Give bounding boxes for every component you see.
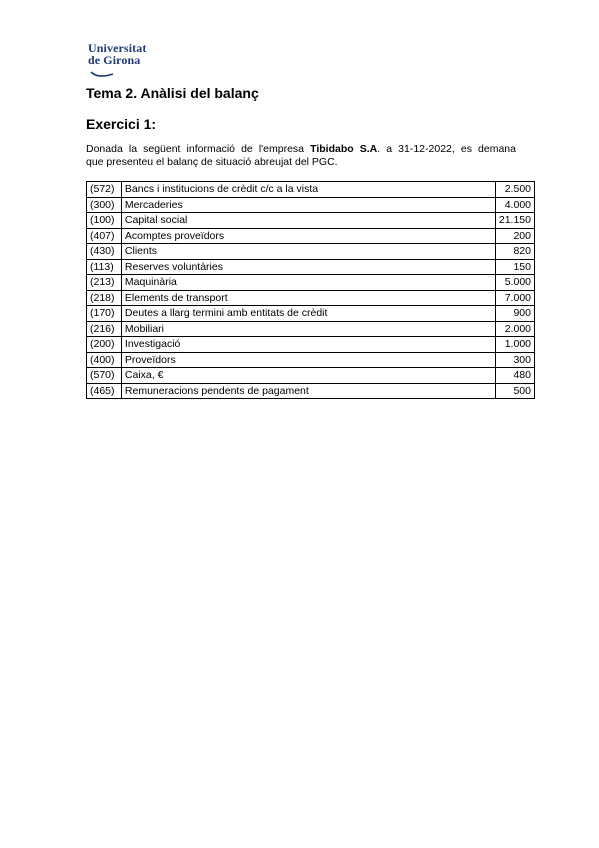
account-amount-cell: 1.000 <box>495 337 534 353</box>
account-code-cell: (400) <box>87 352 122 368</box>
account-code-cell: (216) <box>87 321 122 337</box>
logo-text-line1: Universitat <box>88 41 147 55</box>
account-amount-cell: 300 <box>495 352 534 368</box>
table-row <box>87 306 535 322</box>
account-amount-cell: 900 <box>495 306 534 322</box>
account-amount-cell: 21.150 <box>495 213 534 229</box>
account-amount-cell: 2.000 <box>495 321 534 337</box>
account-amount-cell: 4.000 <box>495 197 534 213</box>
logo-swoosh-icon <box>90 70 114 78</box>
account-code-cell: (213) <box>87 275 122 291</box>
account-amount-cell: 480 <box>495 368 534 384</box>
table-row <box>87 290 535 306</box>
account-amount-cell: 150 <box>495 259 534 275</box>
account-code-cell: (572) <box>87 182 122 198</box>
account-amount-cell: 820 <box>495 244 534 260</box>
account-code-cell: (200) <box>87 337 122 353</box>
account-code-cell: (113) <box>87 259 122 275</box>
table-row <box>87 368 535 384</box>
account-amount-cell: 200 <box>495 228 534 244</box>
account-name-cell: Reserves voluntàries <box>121 259 495 275</box>
account-code-cell: (465) <box>87 383 122 399</box>
account-amount-cell: 2.500 <box>495 182 534 198</box>
table-row <box>87 275 535 291</box>
table-row <box>87 259 535 275</box>
statement-line-2: que presenteu el balanç de situació abreujat del PGC. <box>86 155 338 168</box>
account-code-cell: (430) <box>87 244 122 260</box>
exercise-title: Exercici 1: <box>86 116 157 132</box>
account-code-cell: (218) <box>87 290 122 306</box>
table-row <box>87 383 535 399</box>
account-name-cell: Elements de transport <box>121 290 495 306</box>
account-code-cell: (407) <box>87 228 122 244</box>
account-name-cell: Deutes a llarg termini amb entitats de crèdit <box>121 306 495 322</box>
account-code-cell: (300) <box>87 197 122 213</box>
account-amount-cell: 5.000 <box>495 275 534 291</box>
table-row <box>87 197 535 213</box>
account-name-cell: Mercaderies <box>121 197 495 213</box>
table-row <box>87 337 535 353</box>
table-row <box>87 182 535 198</box>
table-row <box>87 244 535 260</box>
accounts-table-body <box>87 182 535 399</box>
account-name-cell: Bancs i institucions de crèdit c/c a la vista <box>121 182 495 198</box>
account-name-cell: Proveïdors <box>121 352 495 368</box>
company-name: Tibidabo S.A <box>310 143 378 155</box>
account-name-cell: Maquinària <box>121 275 495 291</box>
statement-text-end: . a 31-12-2022, es demana <box>377 143 516 155</box>
account-code-cell: (570) <box>87 368 122 384</box>
account-code-cell: (170) <box>87 306 122 322</box>
account-amount-cell: 500 <box>495 383 534 399</box>
statement-text-start: Donada la següent informació de l'empresa <box>86 143 311 155</box>
exercise-statement <box>86 143 516 168</box>
account-name-cell: Investigació <box>121 337 495 353</box>
account-name-cell: Caixa, € <box>121 368 495 384</box>
table-row <box>87 321 535 337</box>
account-code-cell: (100) <box>87 213 122 229</box>
account-name-cell: Mobiliari <box>121 321 495 337</box>
table-row <box>87 352 535 368</box>
logo-text-line2: de Girona <box>88 53 141 67</box>
accounts-table <box>86 181 535 399</box>
account-name-cell: Remuneracions pendents de pagament <box>121 383 495 399</box>
statement-line-1 <box>86 143 516 156</box>
account-name-cell: Clients <box>121 244 495 260</box>
document-title: Tema 2. Anàlisi del balanç <box>86 85 259 101</box>
account-name-cell: Acomptes proveïdors <box>121 228 495 244</box>
account-amount-cell: 7.000 <box>495 290 534 306</box>
university-logo <box>88 42 168 82</box>
table-row <box>87 213 535 229</box>
table-row <box>87 228 535 244</box>
account-name-cell: Capital social <box>121 213 495 229</box>
